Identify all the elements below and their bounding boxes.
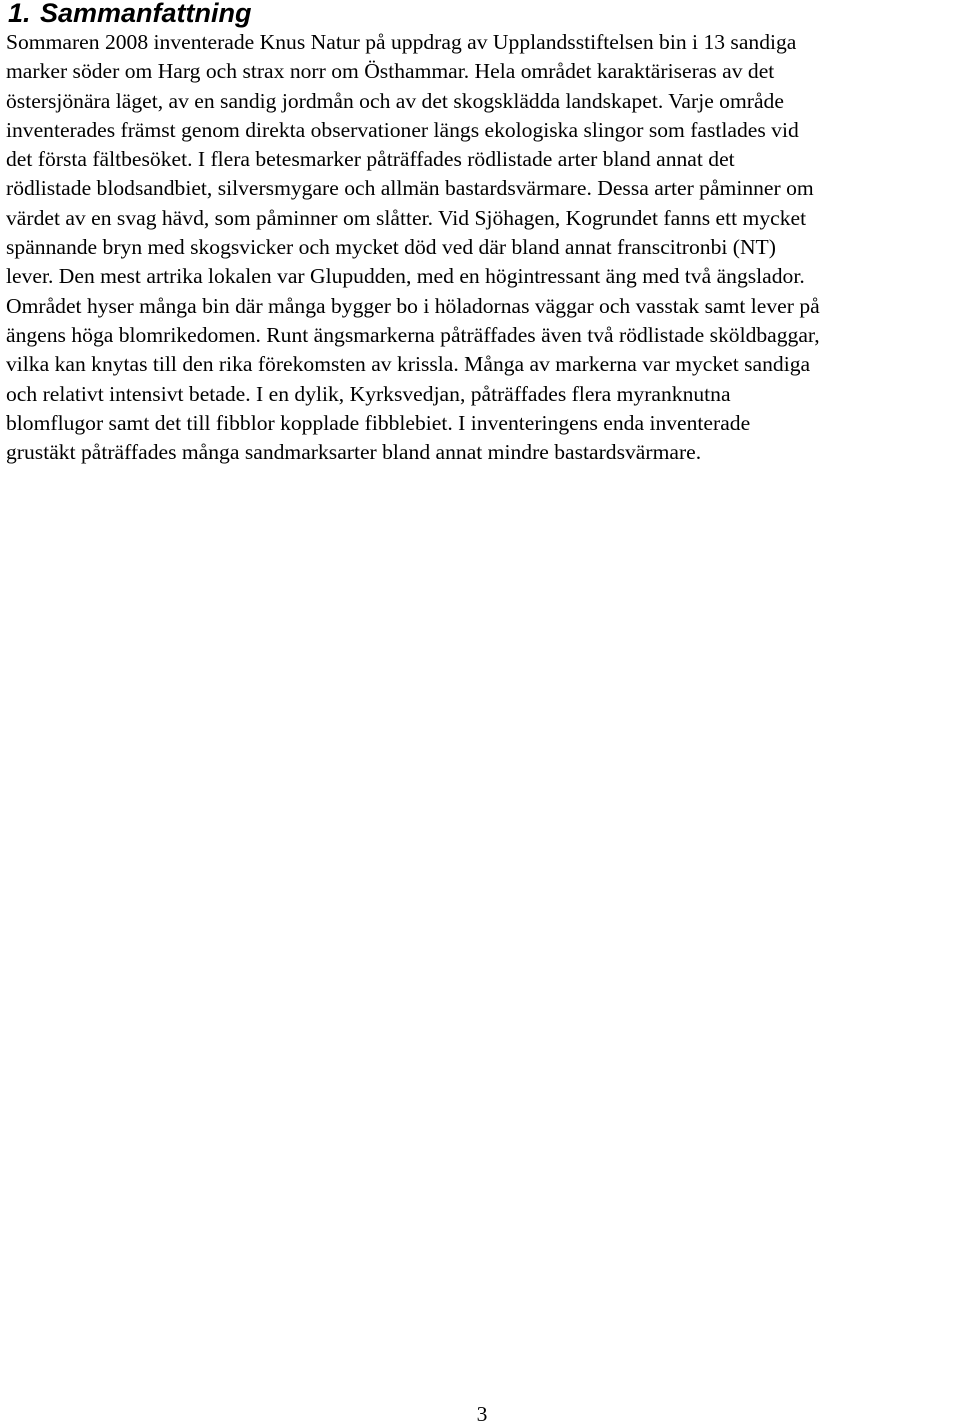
text-line: lever. Den mest artrika lokalen var Glupudden, med en högintressant äng med två ängslador. (6, 264, 805, 289)
summary-paragraph (6, 28, 958, 467)
text-line: ängens höga blomrikedomen. Runt ängsmarkerna påträffades även två rödlistade sköldbaggar, (6, 322, 820, 347)
text-line: rödlistade blodsandbiet, silversmygare och allmän bastardsvärmare. Dessa arter påminner om (6, 176, 814, 201)
text-line: Området hyser många bin där många bygger bo i höladornas väggar och vasstak samt lever på (6, 293, 820, 318)
section-heading (8, 0, 252, 30)
text-line: grustäkt påträffades många sandmarksarter bland annat mindre bastardsvärmare. (6, 440, 702, 465)
text-line: marker söder om Harg och strax norr om Östhammar. Hela området karaktäriseras av det (6, 59, 775, 84)
text-line: östersjönära läget, av en sandig jordmån och av det skogsklädda landskapet. Varje område (6, 88, 784, 113)
text-line: spännande bryn med skogsvicker och mycket död ved där bland annat franscitronbi (NT) (6, 235, 776, 260)
text-line: inventerades främst genom direkta observationer längs ekologiska slingor som fastlades vid (6, 117, 799, 142)
text-line: blomflugor samt det till fibblor kopplade fibblebiet. I inventeringens enda inventerade (6, 410, 751, 435)
page-number: 3 (476, 1402, 488, 1426)
text-line: vilka kan knytas till den rika förekomsten av krissla. Många av markerna var mycket sandiga (6, 352, 811, 377)
section-title: Sammanfattning (40, 0, 252, 28)
text-line: och relativt intensivt betade. I en dylik, Kyrksvedjan, påträffades flera myranknutna (6, 381, 731, 406)
text-line: Sommaren 2008 inventerade Knus Natur på uppdrag av Upplandsstiftelsen bin i 13 sandiga (6, 30, 797, 54)
text-line: det första fältbesöket. I flera betesmarker påträffades rödlistade arter bland annat det (6, 147, 735, 172)
text-line: värdet av en svag hävd, som påminner om slåtter. Vid Sjöhagen, Kogrundet fanns ett mycket (6, 205, 807, 230)
section-number: 1. (8, 0, 31, 28)
